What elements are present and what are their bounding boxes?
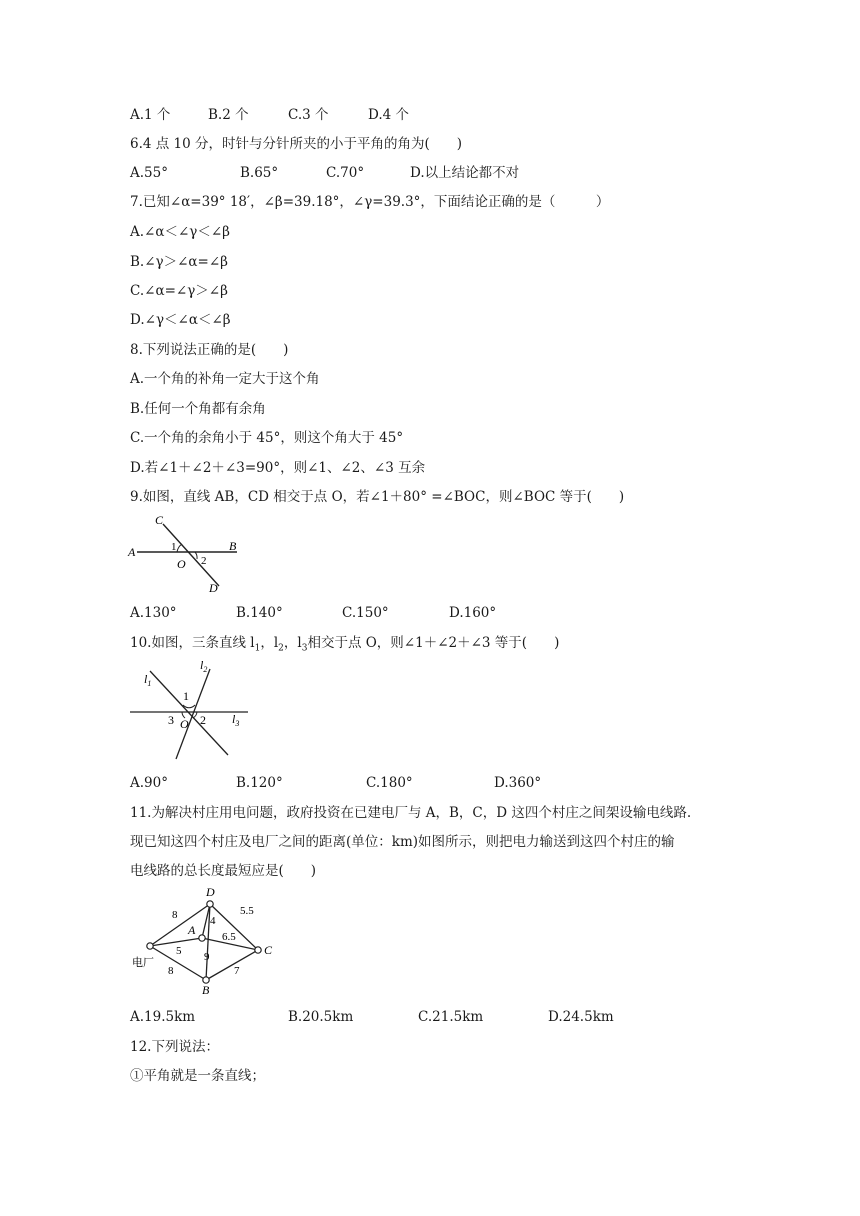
q9-label-1: 1 [171,541,177,553]
q11-option-a: A.19.5km [130,1009,196,1025]
q8-option-b: B.任何一个角都有余角 [130,401,266,417]
q10-line-l1 [150,671,228,755]
q5-option-a: A.1 个 [130,107,171,123]
q11-label-plant: 电厂 [132,957,154,969]
q9-label-b: B [229,539,237,553]
q9-label-d: D [209,581,218,595]
q6-option-a: A.55° [130,165,168,181]
q10-figure [128,655,258,763]
q11-label-a: A [188,923,196,937]
q10-sep-1: ，l [260,635,279,651]
q10-label-1: 1 [183,689,189,703]
q11-edge-label-8-bottom: 8 [168,965,174,977]
q11-edge-label-9: 9 [204,951,210,963]
q9-line-cd [163,524,219,586]
q10-stem-prefix: 10.如图，三条直线 l [130,635,255,651]
q8-option-a: A.一个角的补角一定大于这个角 [130,371,320,387]
q10-option-c: C.180° [366,775,413,791]
q10-angle1-arc [183,705,195,708]
q11-edge-label-6-5: 6.5 [222,931,236,943]
q10-option-b: B.120° [236,775,283,791]
q6-stem: 6.4 点 10 分，时针与分针所夹的小于平角的角为( ) [130,136,463,152]
q7-option-d: D.∠γ＜∠α＜∠β [130,312,231,328]
q9-option-c: C.150° [342,605,389,621]
q11-line-3: 电线路的总长度最短应是( ) [130,863,317,879]
q11-label-c: C [264,943,273,957]
q10-stem-suffix: 相交于点 O，则∠1＋∠2＋∠3 等于( ) [307,635,560,651]
q10-label-l2-letter: l [200,658,204,672]
q11-edge-label-5-5: 5.5 [240,905,254,917]
q9-angle1-arc [177,544,182,552]
q10-label-l2 [200,658,207,674]
q10-label-2: 2 [200,713,206,727]
q10-label-l3 [232,712,239,728]
q8-option-d: D.若∠1＋∠2＋∠3=90°，则∠1、∠2、∠3 互余 [130,460,426,476]
q5-option-d: D.4 个 [368,107,410,123]
q9-option-a: A.130° [130,605,177,621]
q10-label-o: O [180,717,189,731]
q9-label-o: O [177,557,186,571]
q11-edge-b-c [206,950,258,980]
q11-edge-label-8-top: 8 [172,909,178,921]
q8-option-c: C.一个角的余角小于 45°，则这个角大于 45° [130,430,404,446]
q9-option-d: D.160° [449,605,497,621]
q9-figure [125,512,245,596]
q11-edge-label-7: 7 [234,965,240,977]
q6-option-c: C.70° [326,165,365,181]
q11-edge-label-4: 4 [210,915,216,927]
q7-option-c: C.∠α=∠γ＞∠β [130,283,228,299]
q5-option-c: C.3 个 [288,107,329,123]
q11-node-d [207,901,213,907]
q6-option-b: B.65° [240,165,279,181]
q6-option-d: D.以上结论都不对 [410,165,520,181]
q9-label-2: 2 [201,555,207,567]
q11-figure [128,884,278,998]
q10-label-l3-letter: l [232,712,236,726]
q9-label-a: A [128,545,136,559]
q5-option-b: B.2 个 [208,107,249,123]
q9-stem: 9.如图，直线 AB，CD 相交于点 O，若∠1＋80° =∠BOC，则∠BOC 等于( ) [130,489,625,505]
q11-node-c [255,947,261,953]
q12-stem: 12.下列说法： [130,1039,219,1055]
q11-label-d: D [206,885,215,899]
q9-label-c: C [155,513,164,527]
q12-item-1: ①平角就是一条直线； [130,1068,265,1084]
q11-edge-label-5: 5 [176,945,182,957]
q10-label-l1-letter: l [144,672,148,686]
q10-sep-2: ，l [283,635,302,651]
q9-angle2-arc [195,552,197,559]
q10-label-l1 [144,672,151,688]
q11-node-a [199,935,205,941]
q11-label-b: B [202,983,210,997]
q7-option-b: B.∠γ＞∠α=∠β [130,254,228,270]
q11-node-plant [147,943,153,949]
q7-option-a: A.∠α＜∠γ＜∠β [130,224,230,240]
q11-line-2: 现已知这四个村庄及电厂之间的距离(单位：km)如图所示，则把电力输送到这四个村庄的输 [130,834,675,850]
q8-stem: 8.下列说法正确的是( ) [130,342,289,358]
q10-sub-1: 1 [254,643,261,654]
q10-sub-2: 2 [278,643,284,654]
q11-option-d: D.24.5km [548,1009,614,1025]
q11-line-1: 11.为解决村庄用电问题，政府投资在已建电厂与 A，B，C，D 这四个村庄之间架设输电线路. [130,805,692,821]
q11-option-b: B.20.5km [288,1009,354,1025]
q10-label-l3-sub: 3 [235,719,240,728]
q9-option-b: B.140° [236,605,283,621]
q10-label-l1-sub: 1 [147,679,152,688]
q10-option-a: A.90° [130,775,168,791]
q10-sub-3: 3 [301,643,308,654]
q7-stem: 7.已知∠α=39° 18′，∠β=39.18°，∠γ=39.3°，下面结论正确的是（ ） [130,194,610,210]
q10-option-d: D.360° [494,775,542,791]
q10-label-l2-sub: 2 [203,665,208,674]
q11-option-c: C.21.5km [418,1009,484,1025]
q10-label-3: 3 [168,713,174,727]
